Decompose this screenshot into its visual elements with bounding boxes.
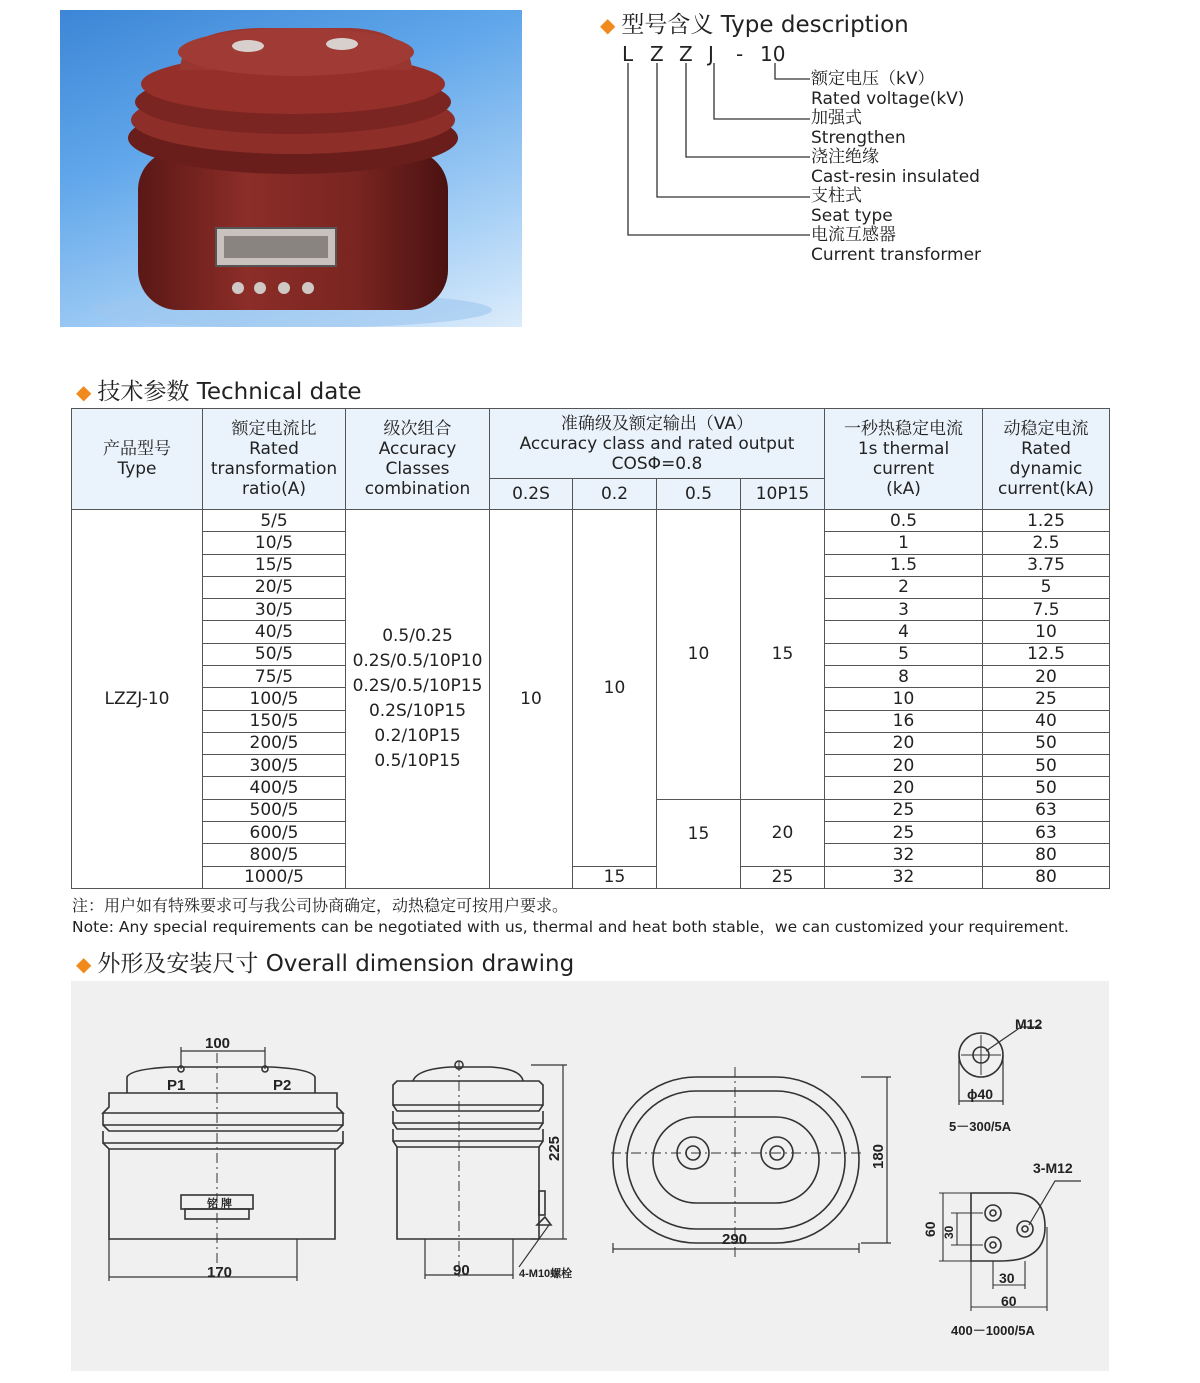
dynamic-cell: 50 [983, 777, 1110, 799]
diamond-bullet-icon: ◆ [600, 13, 616, 37]
diamond-bullet-icon: ◆ [76, 380, 92, 404]
thermal-cell: 1 [825, 532, 983, 554]
ratio-cell: 75/5 [203, 665, 346, 687]
combination-item: 0.2/10P15 [374, 726, 461, 746]
thermal-cell: 25 [825, 799, 983, 821]
ratio-cell: 200/5 [203, 732, 346, 754]
dynamic-cell: 50 [983, 755, 1110, 777]
meaning-voltage-zh: 额定电压（kV） [811, 69, 935, 89]
thermal-cell: 20 [825, 777, 983, 799]
dynamic-cell: 2.5 [983, 532, 1110, 554]
header-thermal-en2: (kA) [886, 479, 921, 499]
meaning-seat-zh: 支柱式 [811, 186, 862, 206]
meaning-cast-zh: 浇注绝缘 [811, 147, 879, 167]
header-type-en: Type [117, 459, 157, 479]
ratio-cell: 5/5 [203, 510, 346, 532]
dynamic-cell: 63 [983, 799, 1110, 821]
dynamic-cell: 3.75 [983, 554, 1110, 576]
ratio-cell: 10/5 [203, 532, 346, 554]
header-thermal-zh: 一秒热稳定电流 [844, 419, 963, 439]
subheader-02S: 0.2S [490, 479, 573, 510]
dim-30-horizontal-label: 30 [999, 1270, 1015, 1286]
thermal-cell: 20 [825, 732, 983, 754]
ratio-cell: 15/5 [203, 554, 346, 576]
meaning-ct-en: Current transformer [811, 244, 982, 265]
output-10P15-last-cell: 25 [741, 866, 825, 889]
dynamic-cell: 20 [983, 665, 1110, 687]
drawing-title: 外形及安装尺寸 Overall dimension drawing [97, 951, 575, 977]
meaning-voltage [811, 70, 981, 265]
thermal-cell: 16 [825, 710, 983, 732]
diamond-bullet-icon: ◆ [76, 952, 92, 976]
note-chinese: 注：用户如有特殊要求可与我公司协商确定，动热稳定可按用户要求。 [72, 896, 569, 915]
ratio-cell: 50/5 [203, 643, 346, 665]
meaning-seat-en: Seat type [811, 205, 893, 226]
header-classes [346, 409, 490, 510]
drawing-heading [76, 945, 574, 978]
dim-225-label: 225 [546, 1135, 563, 1161]
header-dynamic [983, 409, 1110, 510]
header-type-zh: 产品型号 [103, 439, 171, 459]
meaning-voltage-en: Rated voltage(kV) [811, 88, 965, 109]
header-ratio-en1: Rated [249, 439, 299, 459]
dimension-drawing-svg [71, 981, 1109, 1371]
combination-cell [346, 510, 490, 889]
header-dynamic-en1: Rated dynamic [1009, 439, 1083, 479]
combination-item: 0.5/10P15 [374, 751, 461, 771]
dynamic-cell: 12.5 [983, 643, 1110, 665]
header-classes-en3: combination [364, 479, 471, 499]
dynamic-cell: 5 [983, 576, 1110, 598]
dim-170-label: 170 [207, 1264, 233, 1281]
meaning-cast-en: Cast-resin insulated [811, 166, 980, 187]
subheader-10P15: 10P15 [741, 479, 825, 510]
output-10P15-low-cell: 20 [741, 799, 825, 866]
model-cell: LZZJ-10 [72, 510, 203, 889]
ratio-cell: 500/5 [203, 799, 346, 821]
subheader-05: 0.5 [657, 479, 741, 510]
header-ratio-en2: transformation [210, 459, 338, 479]
combination-item: 0.2S/0.5/10P15 [352, 676, 483, 696]
code-letter-1: L [622, 42, 634, 66]
header-ratio-zh: 额定电流比 [231, 419, 317, 439]
output-05-main-cell: 10 [657, 510, 741, 800]
header-classes-en2: Classes [385, 459, 450, 479]
product-photo [60, 10, 522, 327]
m12x3-label: 3-M12 [1033, 1160, 1073, 1176]
thermal-cell: 0.5 [825, 510, 983, 532]
code-voltage: 10 [760, 42, 786, 66]
ratio-cell: 1000/5 [203, 866, 346, 889]
dynamic-cell: 10 [983, 621, 1110, 643]
thermal-cell: 20 [825, 755, 983, 777]
ratio-cell: 600/5 [203, 821, 346, 843]
dim-30-vertical-label: 30 [942, 1225, 956, 1239]
header-accuracy-cos: COSΦ=0.8 [611, 453, 703, 474]
range-5-300-label: 5－300/5A [949, 1119, 1012, 1134]
dim-290-label: 290 [722, 1231, 748, 1248]
code-letter-3: Z [679, 42, 693, 66]
table-row [72, 510, 1110, 532]
terminal-p2-label: P2 [273, 1077, 292, 1094]
table-row [72, 866, 1110, 889]
dynamic-cell: 25 [983, 688, 1110, 710]
note-english: Note: Any special requirements can be negotiated with us, thermal and heat both stable，we can customized your requirement. [72, 918, 1069, 936]
header-thermal-en1: 1s thermal current [857, 439, 950, 479]
code-dash: - [736, 42, 744, 66]
subheader-02: 0.2 [573, 479, 657, 510]
header-classes-zh: 级次组合 [383, 419, 452, 439]
header-type [72, 409, 203, 510]
type-description-heading [600, 6, 909, 39]
thermal-cell: 2 [825, 576, 983, 598]
dynamic-cell: 1.25 [983, 510, 1110, 532]
technical-heading [76, 373, 362, 406]
header-dynamic-zh: 动稳定电流 [1003, 419, 1089, 439]
technical-table [71, 408, 1110, 889]
output-02S-cell: 10 [490, 510, 573, 889]
thermal-cell: 1.5 [825, 554, 983, 576]
header-accuracy-zh: 准确级及额定输出（VA） [560, 413, 754, 434]
dim-180-label: 180 [870, 1143, 887, 1169]
m12-label: M12 [1015, 1016, 1043, 1032]
dim-90-label: 90 [453, 1262, 470, 1279]
dim-60-vertical-label: 60 [922, 1221, 938, 1237]
range-400-1000-label: 400－1000/5A [951, 1323, 1035, 1338]
ratio-cell: 150/5 [203, 710, 346, 732]
thermal-cell: 32 [825, 866, 983, 889]
dynamic-cell: 40 [983, 710, 1110, 732]
dynamic-cell: 80 [983, 844, 1110, 866]
dia40-label: ϕ40 [967, 1086, 994, 1102]
thermal-cell: 32 [825, 844, 983, 866]
ratio-cell: 800/5 [203, 844, 346, 866]
ratio-cell: 300/5 [203, 755, 346, 777]
output-02-main-cell: 10 [573, 510, 657, 867]
header-classes-en1: Accuracy [378, 439, 457, 459]
thermal-cell: 25 [825, 821, 983, 843]
type-description-title: 型号含义 Type description [621, 12, 909, 38]
header-thermal [825, 409, 983, 510]
header-accuracy [490, 409, 825, 479]
header-dynamic-en2: current(kA) [997, 479, 1095, 499]
combination-item: 0.2S/10P15 [368, 701, 467, 721]
dynamic-cell: 50 [983, 732, 1110, 754]
thermal-cell: 3 [825, 599, 983, 621]
technical-title: 技术参数 Technical date [97, 379, 362, 405]
output-10P15-main-cell: 15 [741, 510, 825, 800]
header-ratio [203, 409, 346, 510]
dynamic-cell: 63 [983, 821, 1110, 843]
meaning-strengthen-en: Strengthen [811, 127, 906, 148]
ratio-cell: 400/5 [203, 777, 346, 799]
thermal-cell: 5 [825, 643, 983, 665]
ratio-cell: 100/5 [203, 688, 346, 710]
dynamic-cell: 80 [983, 866, 1110, 889]
header-ratio-en3: ratio(A) [241, 479, 307, 499]
nameplate-label: 铭 牌 [207, 1198, 233, 1210]
code-letter-2: Z [650, 42, 664, 66]
dynamic-cell: 7.5 [983, 599, 1110, 621]
dim-100-label: 100 [205, 1035, 231, 1052]
combination-item: 0.5/0.25 [382, 626, 453, 646]
dimension-drawing [71, 981, 1109, 1371]
dim-60-horizontal-label: 60 [1001, 1293, 1017, 1309]
bolt-label: 4-M10螺栓 [519, 1268, 573, 1280]
ratio-cell: 30/5 [203, 599, 346, 621]
transformer-illustration [60, 10, 522, 327]
meaning-ct-zh: 电流互感器 [811, 225, 896, 245]
meaning-strengthen-zh: 加强式 [811, 108, 862, 128]
code-letter-4: J [708, 42, 714, 66]
combination-item: 0.2S/0.5/10P10 [352, 651, 483, 671]
ratio-cell: 20/5 [203, 576, 346, 598]
header-accuracy-en: Accuracy class and rated output [519, 433, 795, 454]
output-02-last-cell: 15 [573, 866, 657, 889]
terminal-p1-label: P1 [167, 1077, 186, 1094]
thermal-cell: 8 [825, 665, 983, 687]
type-code-leader-lines [600, 60, 820, 240]
thermal-cell: 10 [825, 688, 983, 710]
thermal-cell: 4 [825, 621, 983, 643]
ratio-cell: 40/5 [203, 621, 346, 643]
output-05-low-cell: 15 [657, 799, 741, 888]
